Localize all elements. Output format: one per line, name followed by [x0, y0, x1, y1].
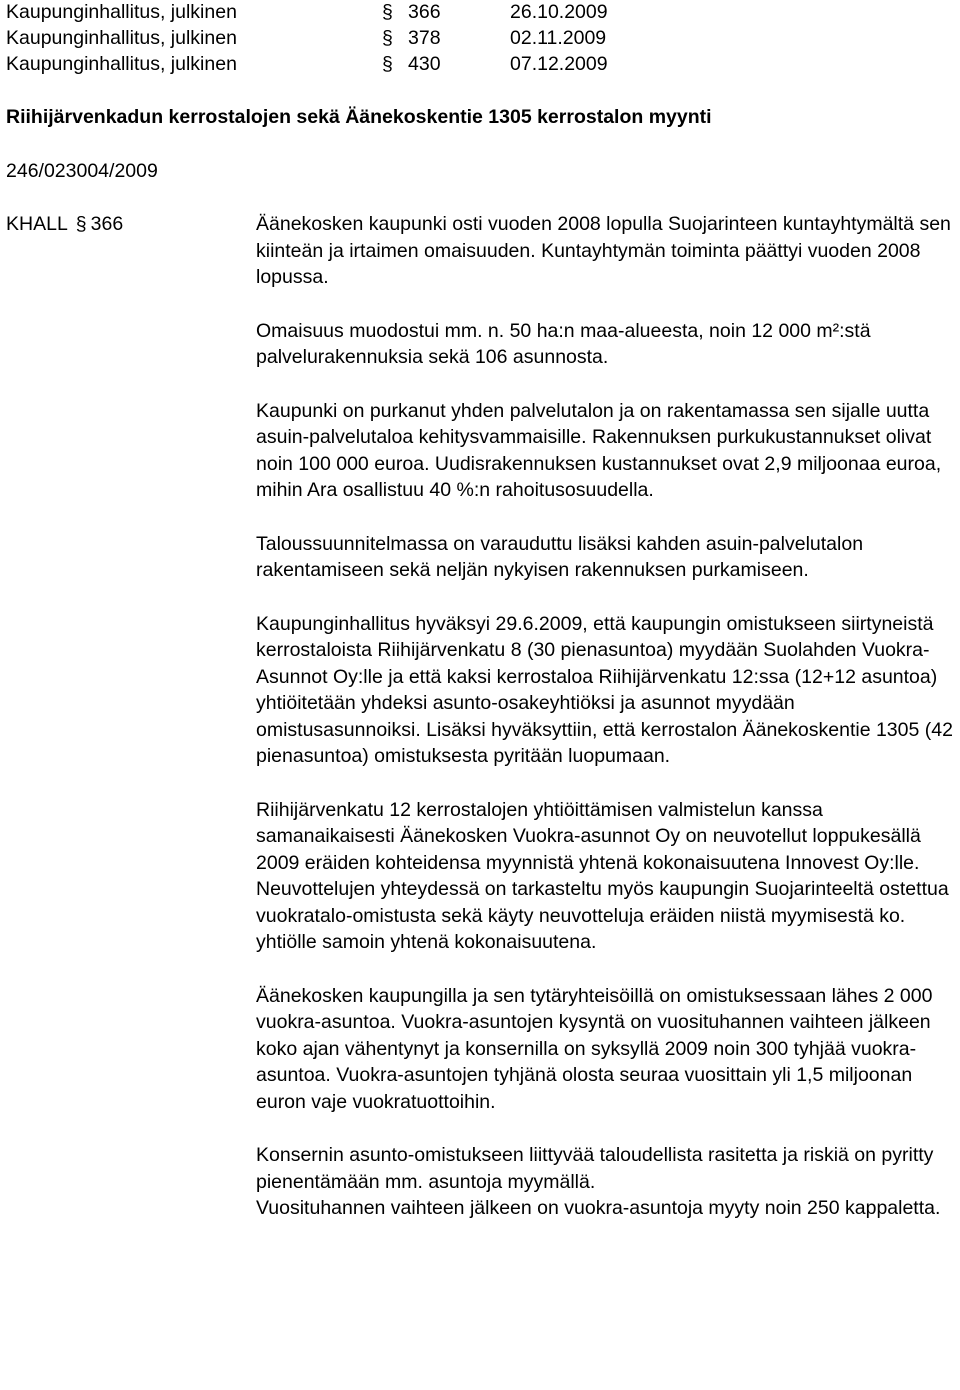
- header-org: Kaupunginhallitus, julkinen: [6, 53, 237, 75]
- minutes-header: [6, 0, 906, 77]
- paragraph: Äänekosken kaupunki osti vuoden 2008 lopulla Suojarinteen kuntayhtymältä sen kiinteän ja irtaimen omaisuuden. Kuntayhtymän toiminta päättyi vuoden 2008 lopussa.: [256, 213, 951, 288]
- paragraph: Vuosituhannen vaihteen jälkeen on vuokra-asuntoja myyty noin 250 kappaletta.: [256, 1197, 941, 1219]
- paragraph: Konsernin asunto-omistukseen liittyvää taloudellista rasitetta ja riskiä on pyritty pienentämään mm. asuntoja myymällä.: [256, 1144, 934, 1193]
- header-section-number: 366: [408, 1, 441, 23]
- section-sign-icon: §: [382, 1, 393, 23]
- header-section-number: 430: [408, 53, 441, 75]
- paragraph: Riihijärvenkatu 12 kerrostalojen yhtiöittämisen valmistelun kanssa samanaikaisesti Äänekosken Vuokra-asunnot Oy on neuvotellut loppukesällä 2009 eräiden kohteidensa myynnistä yhtenä kokonaisuutena Innovest Oy:lle. Neuvottelujen yhteydessä on tarkasteltu myös kaupungin Suojarinteeltä ostettua vuokratalo-omistusta sekä käyty neuvotteluja eräiden niistä myymisestä ko. yhtiölle samoin yhtenä kokonaisuutena.: [256, 798, 949, 953]
- paragraph: Taloussuunnitelmassa on varauduttu lisäksi kahden asuin-palvelutalon rakentamiseen sekä neljän nykyisen rakennuksen purkamiseen.: [256, 532, 864, 581]
- header-row: [6, 0, 906, 25]
- document-title: Riihijärvenkadun kerrostalojen sekä Äänekoskentie 1305 kerrostalon myynti: [6, 106, 712, 128]
- paragraph: Omaisuus muodostui mm. n. 50 ha:n maa-alueesta, noin 12 000 m²:stä palvelurakennuksia sekä 106 asunnosta.: [256, 319, 871, 368]
- header-date: 02.11.2009: [510, 27, 607, 49]
- header-date: 26.10.2009: [510, 1, 608, 23]
- section-sign-icon: §: [382, 53, 393, 75]
- khall-label: KHALL: [6, 213, 68, 235]
- paragraph: Äänekosken kaupungilla ja sen tytäryhteisöillä on omistuksessaan lähes 2 000 vuokra-asuntoa. Vuokra-asuntojen kysyntä on vuosituhannen vaihteen jälkeen koko ajan vähentynyt ja konsernilla on syksyllä 2009 noin 300 tyhjää vuokra-asuntoa. Vuokra-asuntojen tyhjänä olosta seuraa vuosittain yli 1,5 miljoonan euron vaje vuokratuottoihin.: [256, 984, 933, 1113]
- section-sign-icon: §: [75, 213, 87, 235]
- paragraph: Kaupunginhallitus hyväksyi 29.6.2009, että kaupungin omistukseen siirtyneistä kerrostaloista Riihijärvenkatu 8 (30 pienasuntoa) myydään Suolahden Vuokra-Asunnot Oy:lle ja että kaksi kerrostaloa Riihijärvenkatu 12:ssa (12+12 asuntoa) yhtiöitetään yhdeksi asunto-osakeyhtiöksi ja asunnot myydään omistusasunnoiksi. Lisäksi hyväksyttiin, että kerrostalon Äänekoskentie 1305 (42 pienasuntoa) omistuksesta pyritään luopumaan.: [256, 612, 953, 767]
- document-body: [256, 211, 960, 1222]
- header-org: Kaupunginhallitus, julkinen: [6, 1, 237, 23]
- section-sign-icon: §: [382, 27, 393, 49]
- header-date: 07.12.2009: [510, 53, 608, 75]
- khall-reference: [6, 211, 123, 238]
- paragraph: Kaupunki on purkanut yhden palvelutalon ja on rakentamassa sen sijalle uutta asuin-palvelutaloa kehitysvammaisille. Rakennuksen purkukustannukset olivat noin 100 000 euroa. Uudisrakennuksen kustannukset ovat 2,9 miljoonaa euroa, mihin Ara osallistuu 40 %:n rahoitusosuudella.: [256, 399, 942, 501]
- header-row: [6, 25, 906, 51]
- header-org: Kaupunginhallitus, julkinen: [6, 27, 237, 49]
- header-row: [6, 51, 906, 77]
- document-number: 246/023004/2009: [6, 160, 158, 182]
- header-section-number: 378: [408, 27, 441, 49]
- khall-number: 366: [90, 213, 124, 235]
